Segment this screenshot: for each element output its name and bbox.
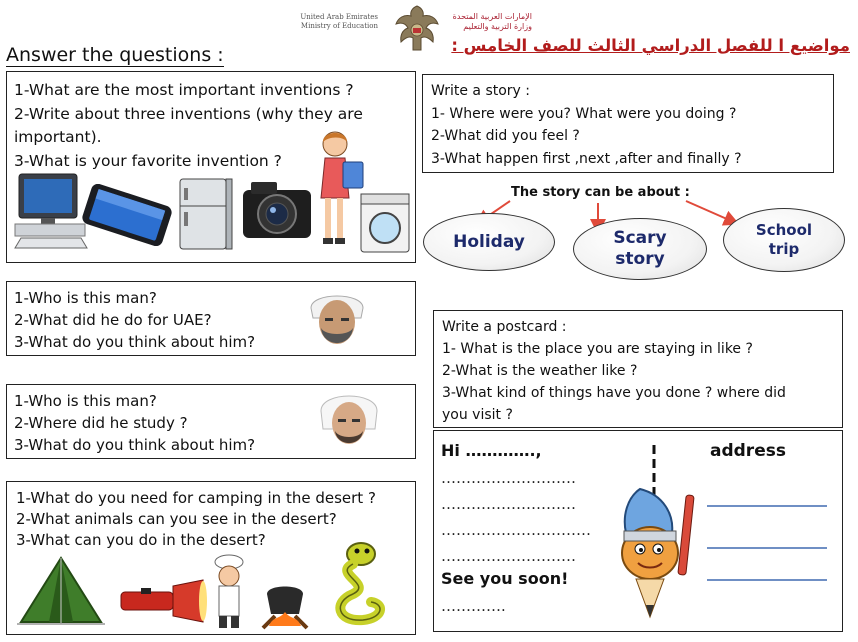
- question-line: 3-What do you think about him?: [14, 333, 256, 351]
- question-line: 3-What can you do in the desert?: [16, 531, 266, 549]
- chef-cooking-icon: [207, 554, 311, 632]
- question-line: 2-What is the weather like ?: [442, 363, 638, 379]
- postcard-writing-line: …………………………: [441, 521, 591, 539]
- ministry-english-name: [283, 13, 378, 31]
- camera-icon: [239, 176, 315, 244]
- ministry-line-2: Ministry of Education: [300, 22, 378, 30]
- inventions-questions: [14, 79, 363, 173]
- question-line: 1-Who is this man?: [14, 289, 157, 307]
- question-line: 2-Write about three inventions (why they are: [14, 104, 363, 123]
- postcard-writing-line: ………………………: [441, 495, 576, 513]
- postcard-closing: See you soon!: [441, 569, 569, 588]
- man-portrait-photo: [317, 389, 381, 453]
- arrow-to-school-trip: [686, 201, 736, 223]
- ministry-ar-line-1: الإمارات العربية المتحدة: [452, 12, 532, 21]
- woman-laundry-icon: [313, 128, 413, 256]
- desert-questions: [16, 488, 376, 551]
- question-line: 2-What did you feel ?: [431, 128, 580, 144]
- snake-icon: [323, 540, 393, 628]
- arabic-title: مواضيع ا للفصل الدراسي الثالث للصف الخامس :: [451, 36, 850, 55]
- question-line: important).: [14, 128, 102, 146]
- question-line: 3-What is your favorite invention ?: [14, 151, 282, 170]
- desert-question-box: [6, 481, 416, 635]
- story-option-holiday: Holiday: [423, 213, 555, 271]
- postcard-greeting: Hi ………….,: [441, 441, 542, 460]
- ministry-ar-line-2: وزارة التربية والتعليم: [463, 22, 532, 31]
- inventions-question-box: [6, 71, 416, 263]
- man2-question-box: [6, 384, 416, 459]
- postcard-question-box: [433, 310, 843, 428]
- question-line: 1-What are the most important inventions ?: [14, 81, 354, 99]
- address-line: [707, 505, 827, 507]
- story-option-school-trip: School trip: [723, 208, 845, 272]
- uae-emblem-logo: [392, 2, 442, 54]
- postcard-address-label: address: [710, 441, 786, 461]
- pencil-character-icon: [610, 485, 710, 627]
- page-title: Answer the questions :: [6, 44, 224, 66]
- postcard-signature-line: ………….: [441, 597, 506, 615]
- man2-questions: [14, 390, 255, 456]
- question-line: 1-Who is this man?: [14, 392, 157, 410]
- refrigerator-icon: [174, 176, 234, 252]
- question-line: 1- What is the place you are staying in like ?: [442, 341, 753, 357]
- question-line: 2-What did he do for UAE?: [14, 311, 212, 329]
- tablet-icon: [77, 184, 177, 246]
- question-line: you visit ?: [442, 407, 513, 423]
- story-about-label: The story can be about :: [511, 185, 690, 200]
- question-line: 3-What kind of things have you done ? where did: [442, 385, 786, 401]
- question-line: 3-What do you think about him?: [14, 436, 256, 454]
- postcard-questions: [442, 316, 786, 426]
- tent-icon: [15, 554, 107, 630]
- address-line: [707, 579, 827, 581]
- question-line: 2-Where did he study ?: [14, 414, 188, 432]
- story-questions: [431, 80, 742, 170]
- man-portrait-photo: [305, 288, 369, 350]
- man1-question-box: [6, 281, 416, 356]
- question-line: 3-What happen first ,next ,after and finally ?: [431, 150, 742, 167]
- man1-questions: [14, 287, 255, 353]
- ministry-line-1: United Arab Emirates: [300, 13, 378, 21]
- postcard-writing-line: ………………………: [441, 547, 576, 565]
- question-line: 2-What animals can you see in the desert?: [16, 510, 337, 528]
- story-question-box: [422, 74, 834, 173]
- ministry-arabic-name: [452, 12, 532, 32]
- postcard-writing-line: ………………………: [441, 469, 576, 487]
- question-line: 1- Where were you? What were you doing ?: [431, 105, 737, 122]
- flashlight-icon: [117, 578, 209, 624]
- postcard-template: [433, 430, 843, 632]
- address-line: [707, 547, 827, 549]
- question-line: Write a story :: [431, 83, 530, 99]
- question-line: 1-What do you need for camping in the desert ?: [16, 489, 376, 507]
- question-line: Write a postcard :: [442, 319, 567, 335]
- story-option-scary-story: Scary story: [573, 218, 707, 280]
